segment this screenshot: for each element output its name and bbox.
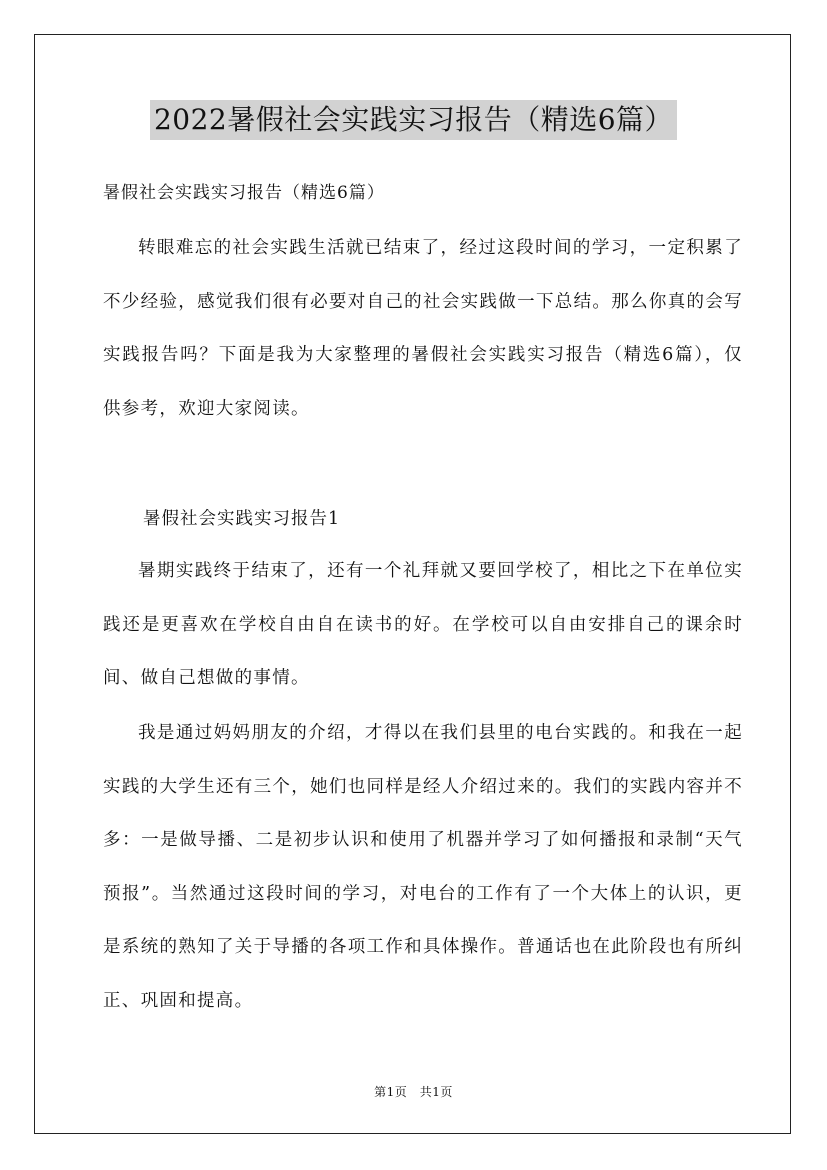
document-subtitle: 暑假社会实践实习报告（精选6篇） xyxy=(103,183,385,203)
body-paragraph-2: 我是通过妈妈朋友的介绍，才得以在我们县里的电台实践的。和我在一起实践的大学生还有三个，她们也同样是经人介绍过来的。我们的实践内容并不多：一是做导播、二是初步认识和使用了机器并学习了如何播报和录制“天气预报”。当然通过这段时间的学习，对电台的工作有了一个大体上的认识，更是系统的熟知了关于导播的各项工作和具体操作。普通话也在此阶段也有所纠正、巩固和提高。 xyxy=(103,723,743,1011)
intro-paragraph: 转眼难忘的社会实践生活就已结束了，经过这段时间的学习，一定积累了不少经验，感觉我们很有必要对自己的社会实践做一下总结。那么你真的会写实践报告吗？下面是我为大家整理的暑假社会实践实习报告（精选6篇），仅供参考，欢迎大家阅读。 xyxy=(103,238,743,419)
page-footer: 第1页 共1页 xyxy=(374,1085,453,1099)
body-paragraph-1: 暑期实践终于结束了，还有一个礼拜就又要回学校了，相比之下在单位实践还是更喜欢在学校自由自在读书的好。在学校可以自由安排自己的课余时间、做自己想做的事情。 xyxy=(103,561,743,688)
document-title: 2022暑假社会实践实习报告（精选6篇） xyxy=(150,100,677,140)
section-heading: 暑假社会实践实习报告1 xyxy=(143,509,341,529)
title-container xyxy=(0,100,827,140)
